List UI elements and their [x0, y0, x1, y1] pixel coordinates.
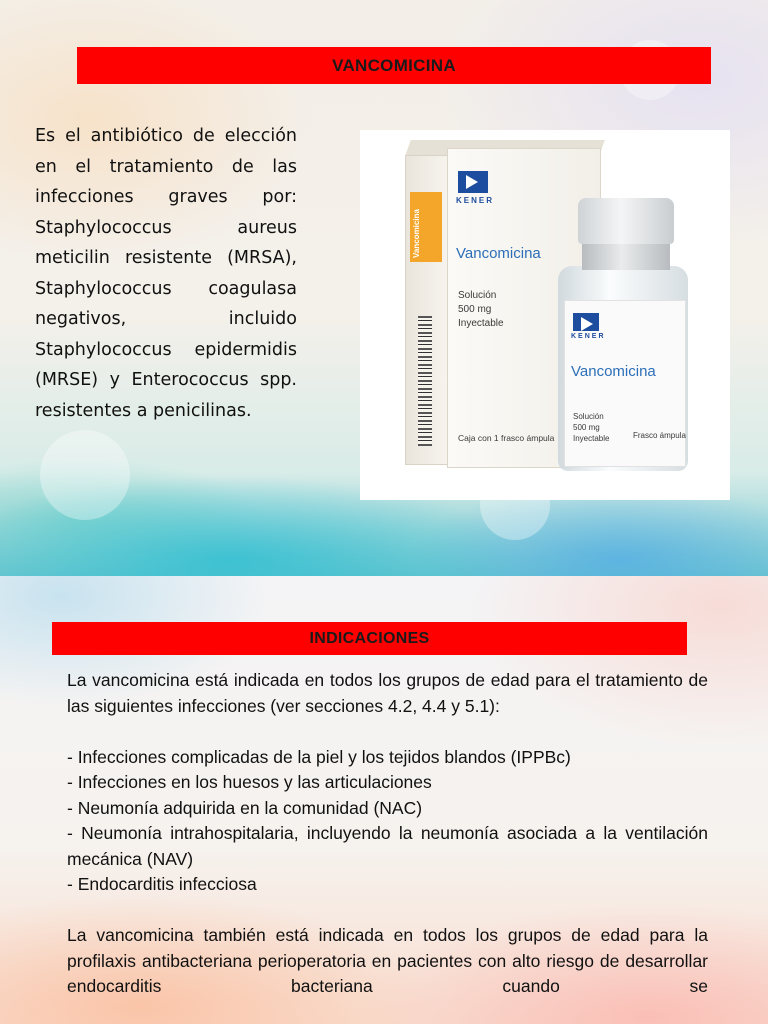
brand-name: KENER — [571, 333, 606, 340]
box-details — [458, 289, 504, 331]
box-line: Solución — [458, 290, 497, 301]
list-item: - Endocarditis infecciosa — [67, 874, 257, 894]
box-line: Inyectable — [458, 318, 504, 329]
vial-product-name: Vancomicina — [571, 363, 656, 380]
spine-label: Vancomicina — [412, 209, 421, 258]
bokeh-decoration — [40, 430, 130, 520]
box-product-name: Vancomicina — [456, 245, 541, 262]
list-item: - Neumonía intrahospitalaria, incluyendo la neumonía asociada a la ventilación mecánica (NAV) — [67, 823, 708, 869]
kener-logo-icon — [573, 313, 599, 331]
barcode-icon — [418, 316, 432, 446]
spacer — [67, 898, 708, 924]
vial-details — [573, 411, 609, 444]
box-side — [405, 155, 449, 465]
kener-logo-icon — [458, 171, 488, 193]
description-text: Es el antibiótico de elección en el tratamiento de las infecciones graves por: Staphylococcus aureus meticilin resistente (MRSA), Staphylococcus coagulasa negativos, incluido Staphylococcus epidermidis (MRSE) y Enterococcus spp. resistentes a penicilinas. — [35, 126, 297, 421]
vial-footer: Frasco ámpula — [633, 431, 686, 440]
slide-title: VANCOMICINA — [77, 47, 711, 84]
brand-name: KENER — [456, 196, 495, 205]
product-photo — [360, 130, 730, 500]
slide-indicaciones — [0, 576, 768, 1024]
intro-paragraph: La vancomicina está indicada en todos los grupos de edad para el tratamiento de las siguientes infecciones (ver secciones 4.2, 4.4 y 5.1): — [67, 670, 708, 716]
vial-line: Solución — [573, 412, 604, 421]
list-item: - Infecciones en los huesos y las articulaciones — [67, 772, 432, 792]
spacer — [67, 719, 708, 745]
box-footer: Caja con 1 frasco ámpula — [458, 433, 555, 443]
list-item: - Infecciones complicadas de la piel y los tejidos blandos (IPPBc) — [67, 746, 571, 767]
indications-body — [67, 668, 708, 1000]
box-line: 500 mg — [458, 304, 492, 315]
list-item: - Neumonía adquirida en la comunidad (NAC) — [67, 797, 423, 818]
vial-line: 500 mg — [573, 423, 600, 432]
vial-label — [564, 300, 686, 467]
vial-cap — [578, 198, 674, 244]
section-title: INDICACIONES — [52, 622, 687, 655]
vial-neck — [582, 242, 670, 270]
closing-paragraph: La vancomicina también está indicada en todos los grupos de edad para la profilaxis antibacteriana perioperatoria en pacientes con alto riesgo de desarrollar endocarditis bacteriana cuando se — [67, 925, 708, 996]
vial-line: Inyectable — [573, 434, 610, 443]
